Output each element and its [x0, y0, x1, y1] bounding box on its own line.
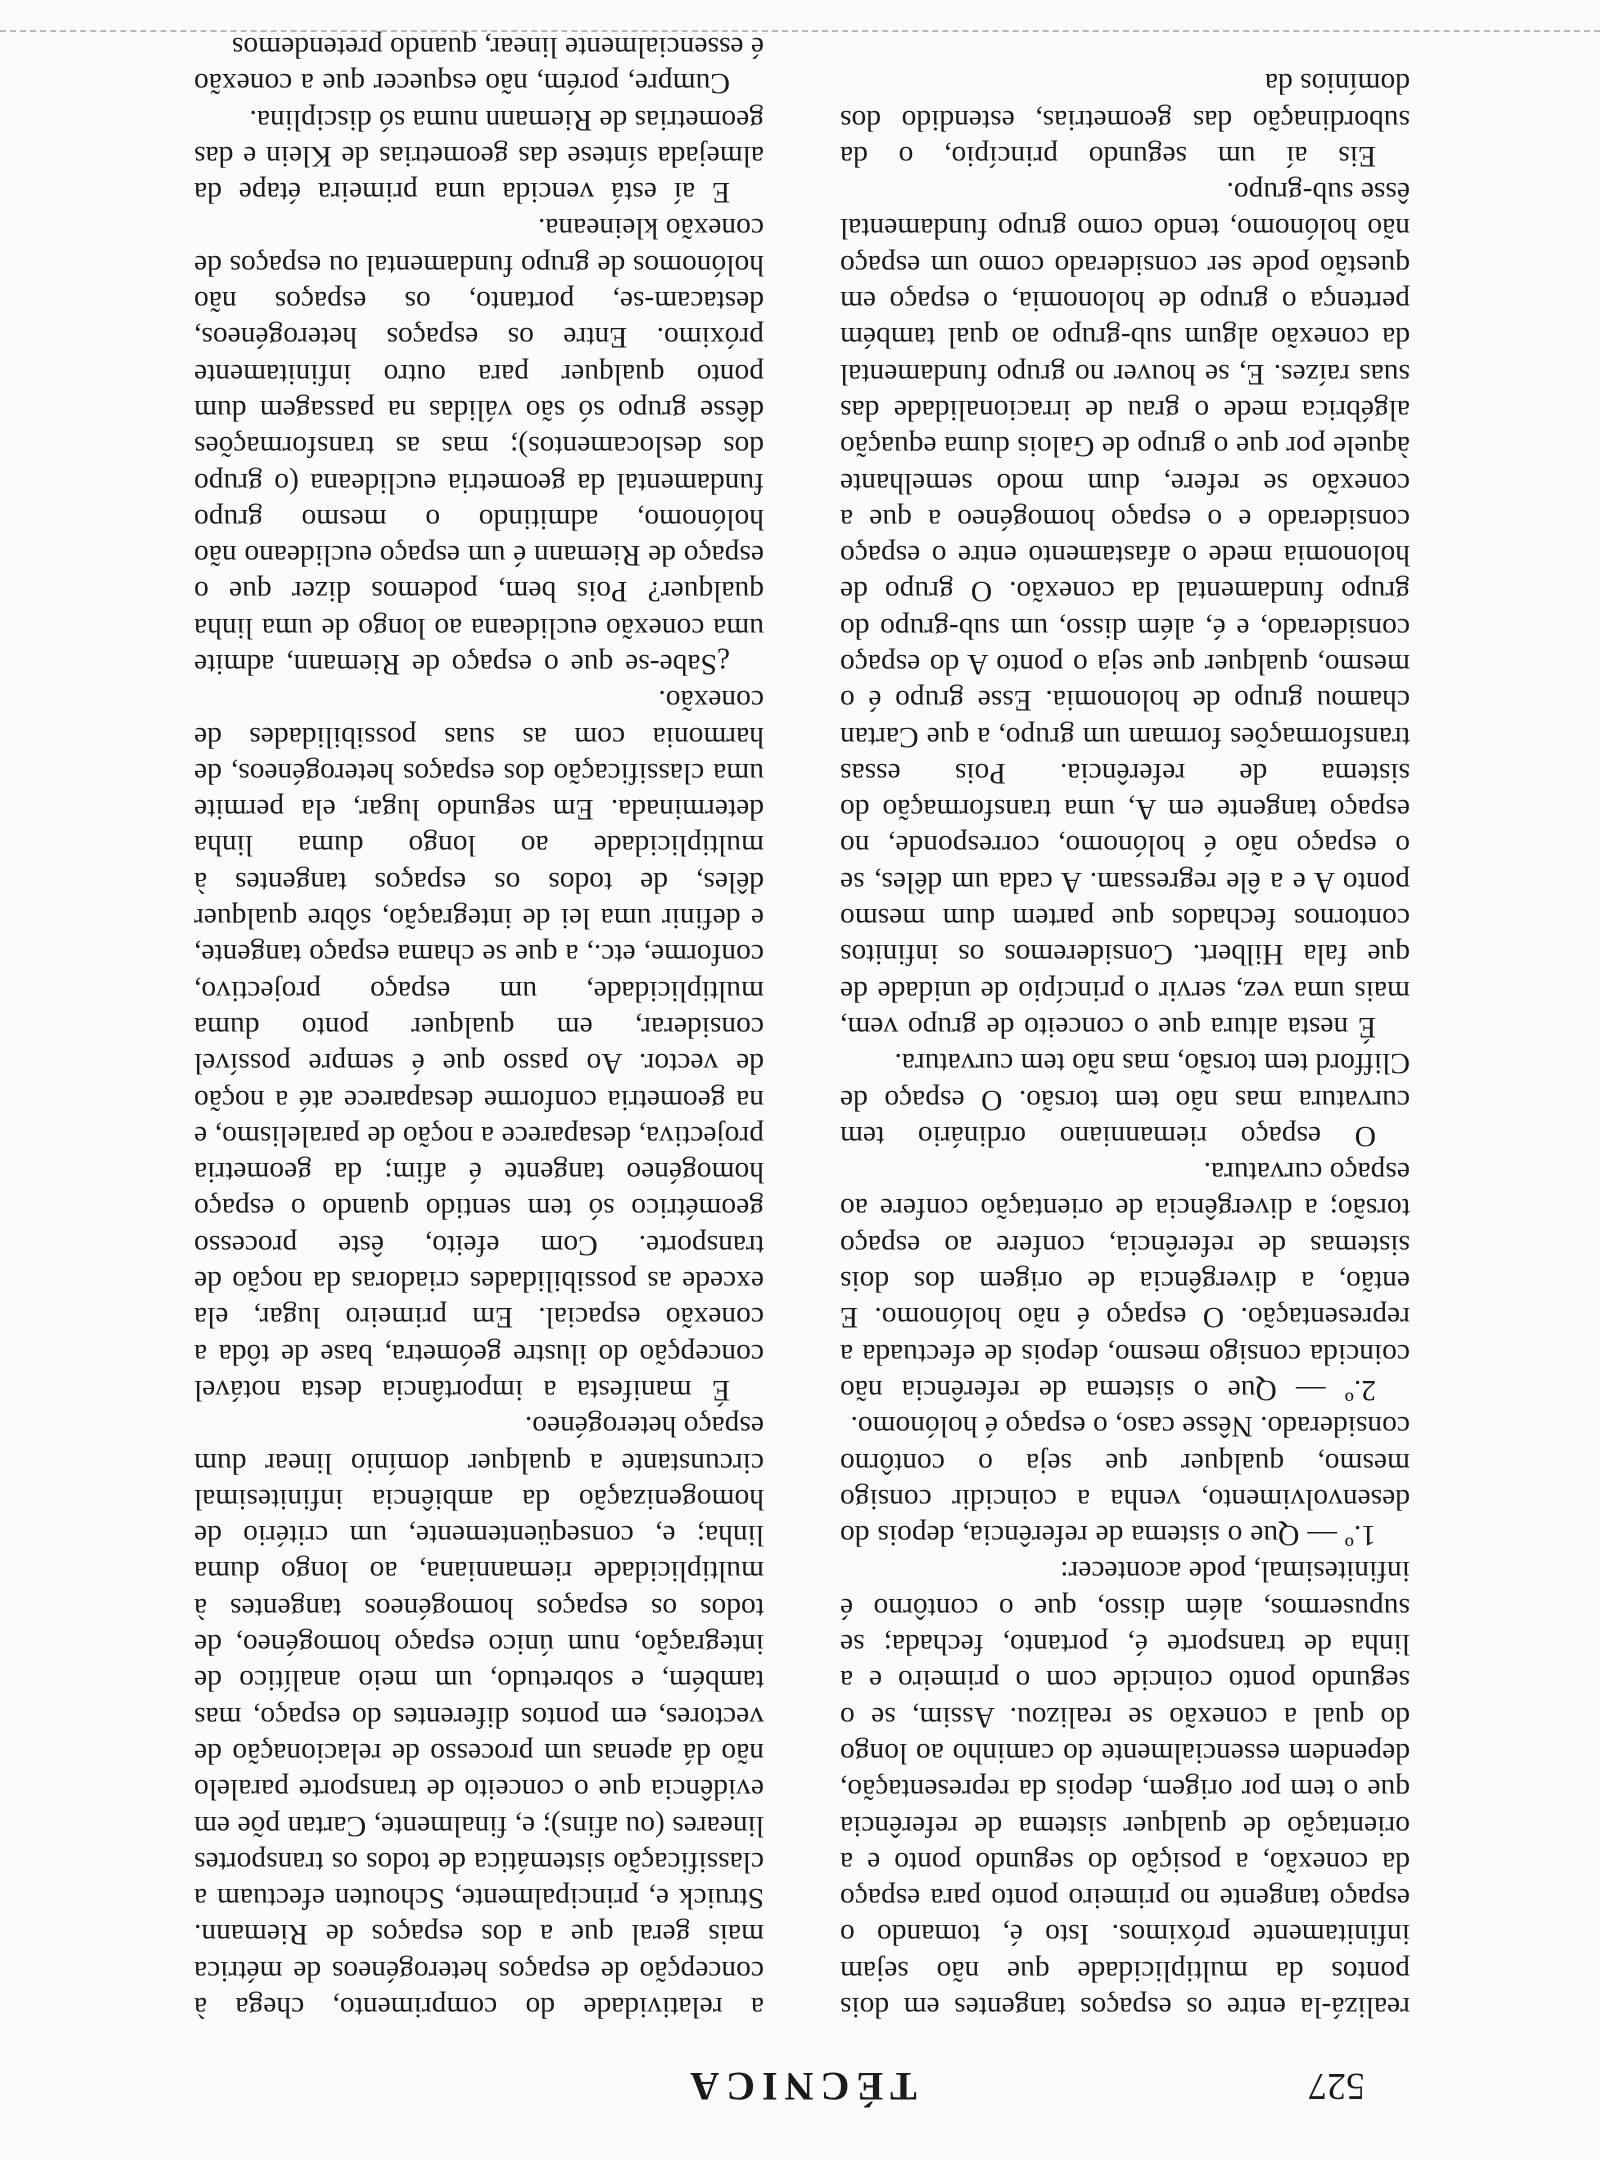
page-number: 527 — [1308, 2065, 1365, 2107]
scan-edge-rule — [0, 27, 1600, 32]
paragraph: O espaço riemanniano ordinário tem curvatura mas não tem torsão. O espaço de Clifford tem torsão, mas não tem curvatura. — [840, 1047, 1410, 1152]
paragraph: Cumpre, porém, não esquecer que a conexão é essencialmente linear, quando pretendemos — [194, 30, 764, 100]
paragraph: É manifesta a importância desta notável concepção do ilustre geómetra, base de tôda a conexão espacial. Em primeiro lugar, ela excede as possibilidades criadoras da noção de transporte. Com efeito, êste processo geométrico só tem sentido quando o espaço homogéneo tangente é afim; da geometria projectiva, desaparece a noção de paralelismo, e na geometria conforme desaparece até a noção de vector. Ao passo que é sempre possível considerar, em qualquer ponto duma multiplicidade, um espaço projectivo, conforme, etc., a que se chama espaço tangente, e definir uma lei de integração, sôbre qualquer dêles, de todos os espaços tangentes à multiplicidade ao longo duma linha determinada. Em segundo lugar, ela permite uma classificação dos espaços heterogéneos, de harmonia com as suas possibilidades de conexão. — [194, 684, 764, 1406]
paragraph: 2.º — Que o sistema de referência não coincida consigo mesmo, depois de efectuada a representação. O espaço é não holónomo. E então, a divergência de origem dos dois sistemas de referência, confere ao espaço torsão; a divergência de orientação confere ao espaço curvatura. — [840, 1156, 1410, 1406]
right-text-column — [194, 30, 764, 2025]
paragraph: a relatividade do comprimento, chega à concepção de espaços heterogéneos de métrica mais geral que a dos espaços de Riemann. Struick e, principalmente, Schouten efectuam a classificação sistemática de todos os transportes lineares (ou afins); e, finalmente, Cartan põe em evidência que o conceito de transporte paralelo não dá apenas um processo de relacionação de vectores, em pontos diferentes do espaço, mas também, e sobretudo, um meio analítico de integração, num único espaço homogéneo, de todos os espaços homogéneos tangentes à multiplicidade riemanniana, ao longo duma linha; e, conseqüentemente, um critério de homogenização da ambiência infinitesimal circunstante a qualquer domínio linear dum espaço heterogéneo. — [194, 1410, 764, 2023]
paragraph: É nesta altura que o conceito de grupo vem, mais uma vez, servir o princípio de unidade de que fala Hilbert. Consideremos os infinitos contornos fechados que partem dum mesmo ponto A e a êle regressam. A cada um dêles, se o espaço não é holónomo, corresponde, no espaço tangente em A, uma transformação do sistema de referência. Pois essas transformações formam um grupo, a que Cartan chamou grupo de holonomia. Esse grupo é o mesmo, qualquer que seja o ponto A do espaço considerado, e é, além disso, um sub-grupo do grupo fundamental da conexão. O grupo de holonomia mede o afastamento entre o espaço considerado e o espaço homogéneo a que a conexão se refere, dum modo semelhante àquele por que o grupo de Galois duma equação algébrica mede o grau de irracionalidade das suas raízes. E, se houver no grupo fundamental da conexão algum sub-grupo ao qual também pertença o grupo de holonomia, o espaço em questão pode ser considerado como um espaço não holónomo, tendo como grupo fundamental êsse sub-grupo. — [840, 176, 1410, 1043]
paragraph: E aí está vencida uma primeira étape da almejada síntese das geometrias de Klein e das geometrias de Riemann numa só disciplina. — [194, 103, 764, 209]
paragraph: 1.º — Que o sistema de referência, depois do desenvolvimento, venha a coincidir consigo mesmo, qualquer que seja o contôrno considerado. Nêsse caso, o espaço é holónomo. — [840, 1410, 1410, 1552]
paragraph: ¿Sabe-se que o espaço de Riemann, admite uma conexão euclideana ao longo de uma linha qualquer? Pois bem, podemos dizer que o espaço de Riemann é um espaço euclideano não holónomo, admitindo o mesmo grupo fundamental da geometria euclideana (o grupo dos deslocamentos); mas as transformações dêsse grupo só são válidas na passagem dum ponto qualquer para outro infinitamente próximo. Entre os espaços heterogéneos, destacam-se, portanto, os espaços não holónomos de grupo fundamental ou espaços de conexão kleineana. — [194, 212, 764, 681]
left-text-column — [840, 65, 1410, 2025]
paragraph: realizá-la entre os espaços tangentes em dois pontos da multiplicidade que não sejam infinitamente próximos. Isto é, tomando o espaço tangente no primeiro ponto para espaço da conexão, a posição do segundo ponto e a orientação de qualquer sistema de referência que o tem por origem, depois da representação, dependem essencialmente do caminho ao longo do qual a conexão se realizou. Assim, se o segundo ponto coincide com o primeiro e a linha de transporte é, portanto, fechada; se supusermos, além disso, que o contôrno é infinitesimal, pode acontecer: — [840, 1555, 1410, 2023]
running-title: TÉCNICA — [683, 2064, 917, 2109]
paragraph: Eis aí um segundo princípio, o da subordinação das geometrias, estendido dos domínios da — [840, 67, 1410, 172]
page-header — [0, 2040, 1600, 2110]
